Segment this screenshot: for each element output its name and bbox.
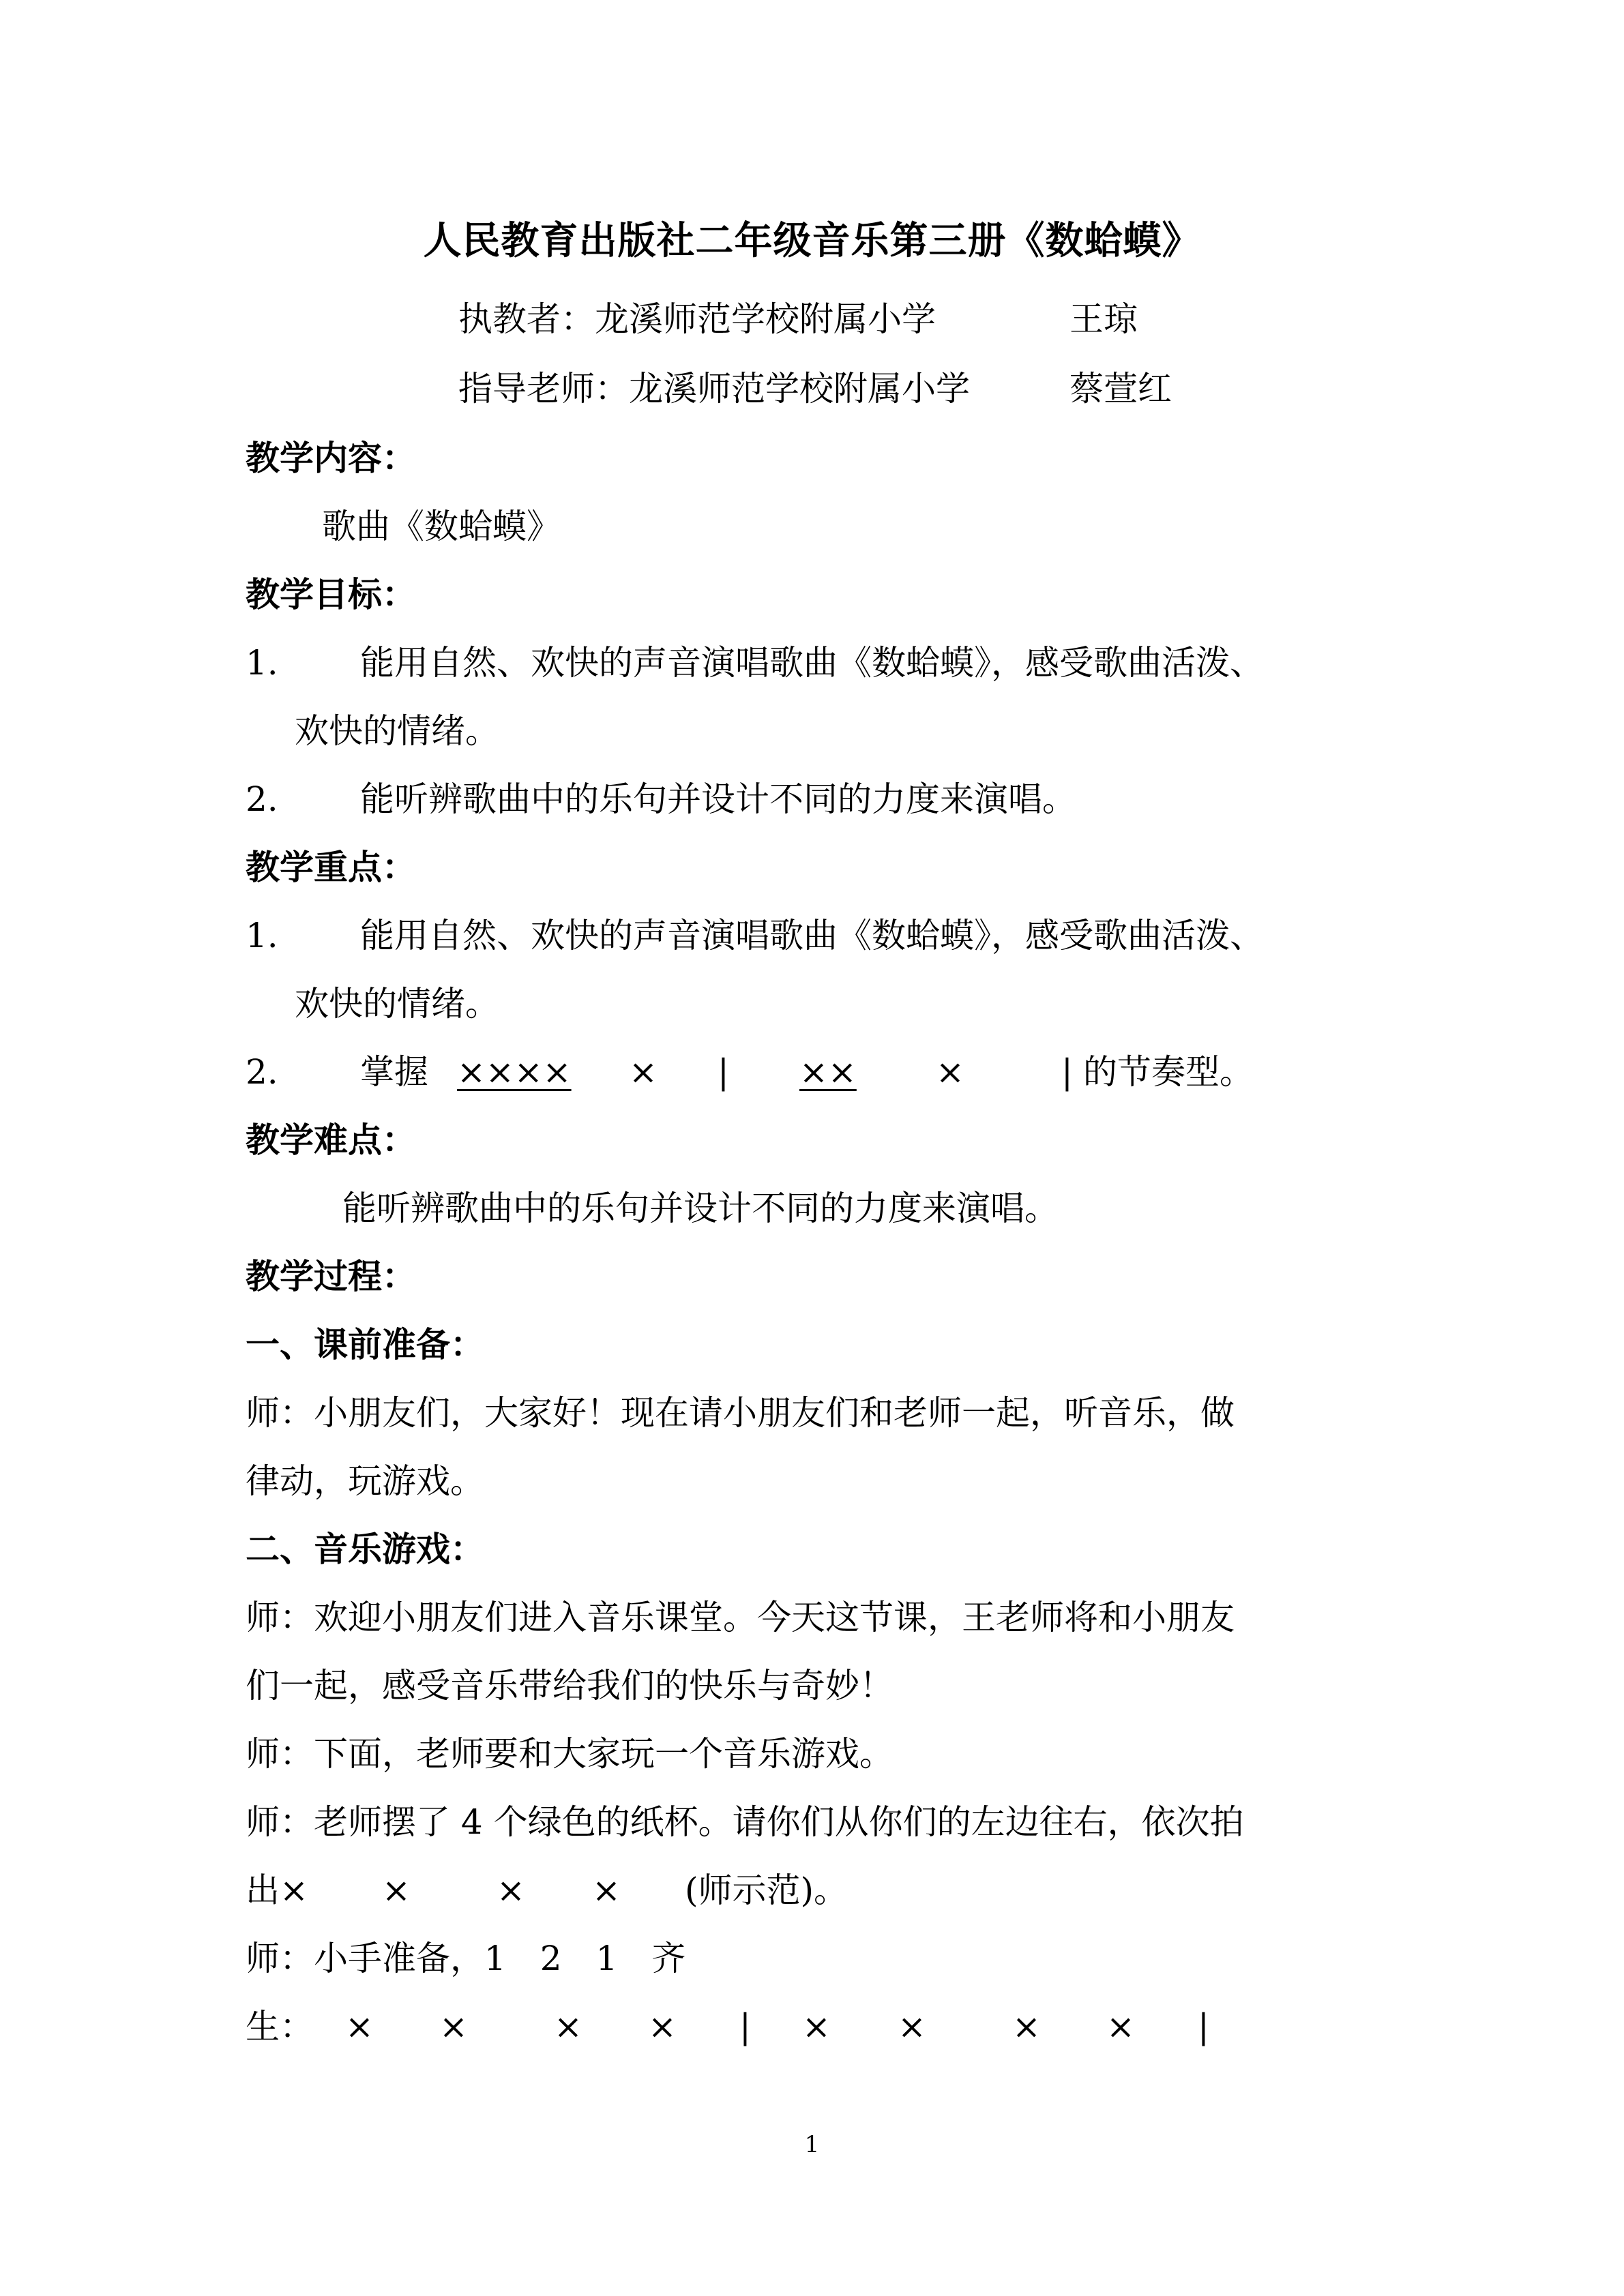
key-point-2-number: 2. (246, 1052, 278, 1092)
student-mark-3: × (554, 2007, 582, 2046)
key-point-2-suffix: 的节奏型。 (1083, 1052, 1254, 1092)
goal-1-number: 1. (246, 643, 278, 683)
key-point-1-number: 1. (246, 916, 278, 955)
student-mark-4: × (648, 2007, 677, 2046)
advisor-label: 指导老师：龙溪师范学校附属小学 (458, 369, 970, 408)
goal-2-text: 能听辨歌曲中的乐句并设计不同的力度来演唱。 (360, 779, 1076, 819)
clap-mark-2: × (382, 1870, 411, 1910)
clap-mark-3: × (497, 1870, 525, 1910)
bar-line-2: | (1061, 1052, 1073, 1092)
difficulty-text: 能听辨歌曲中的乐句并设计不同的力度来演唱。 (342, 1189, 1059, 1228)
process-heading: 教学过程： (246, 1256, 416, 1296)
key-point-1-continuation: 欢快的情绪。 (295, 984, 499, 1024)
goal-2-number: 2. (246, 779, 278, 819)
section-2-line-2: 们一起，感受音乐带给我们的快乐与奇妙！ (246, 1666, 894, 1705)
section-2-line-1: 师：欢迎小朋友们进入音乐课堂。今天这节课，王老师将和小朋友 (246, 1598, 1235, 1637)
clap-mark-4: × (592, 1870, 621, 1910)
content-text: 歌曲《数蛤蟆》 (322, 507, 561, 546)
student-mark-7: × (1012, 2007, 1041, 2046)
section-2-line-4: 师：老师摆了 4 个绿色的纸杯。请你们从你们的左边往右，依次拍 (246, 1802, 1244, 1842)
student-prefix: 生： (246, 2007, 314, 2046)
student-bar-2: | (1198, 2007, 1209, 2046)
key-point-1-text: 能用自然、欢快的声音演唱歌曲《数蛤蟆》，感受歌曲活泼、 (360, 916, 1264, 955)
page-number: 1 (804, 2131, 820, 2158)
goals-heading: 教学目标： (246, 574, 416, 614)
difficulty-heading: 教学难点： (246, 1120, 416, 1160)
student-mark-1: × (345, 2007, 374, 2046)
student-bar-1: | (739, 2007, 751, 2046)
section-2-line-3: 师：下面，老师要和大家玩一个音乐游戏。 (246, 1734, 894, 1774)
student-mark-6: × (898, 2007, 926, 2046)
demo-note: (师示范)。 (685, 1870, 848, 1910)
student-mark-8: × (1106, 2007, 1135, 2046)
section-2-line-6: 师：小手准备，1 2 1 齐 (246, 1939, 686, 1978)
rhythm-group-quarter: ×××× (457, 1052, 572, 1092)
advisor-name: 蔡萱红 (1069, 369, 1172, 408)
student-mark-2: × (439, 2007, 468, 2046)
section-1-heading: 一、课前准备： (246, 1324, 484, 1365)
page-title: 人民教育出版社二年级音乐第三册《数蛤蟆》 (423, 218, 1201, 263)
section-2-heading: 二、音乐游戏： (246, 1529, 484, 1569)
rhythm-group-eighth: ×× (799, 1052, 857, 1092)
goal-1-text: 能用自然、欢快的声音演唱歌曲《数蛤蟆》，感受歌曲活泼、 (360, 643, 1264, 683)
content-heading: 教学内容： (246, 438, 416, 478)
key-points-heading: 教学重点： (246, 847, 416, 887)
rhythm-note-1: × (629, 1052, 658, 1092)
rhythm-note-2: × (936, 1052, 964, 1092)
section-2-line-5-prefix: 出× (246, 1870, 308, 1910)
bar-line-1: | (718, 1052, 729, 1092)
section-1-line-1: 师：小朋友们，大家好！现在请小朋友们和老师一起，听音乐，做 (246, 1393, 1235, 1433)
teacher-name: 王琼 (1069, 299, 1138, 339)
student-mark-5: × (802, 2007, 831, 2046)
key-point-2-prefix: 掌握 (360, 1052, 428, 1092)
section-1-line-2: 律动，玩游戏。 (246, 1461, 484, 1501)
goal-1-continuation: 欢快的情绪。 (295, 711, 499, 751)
teacher-label: 执教者：龙溪师范学校附属小学 (458, 299, 936, 339)
